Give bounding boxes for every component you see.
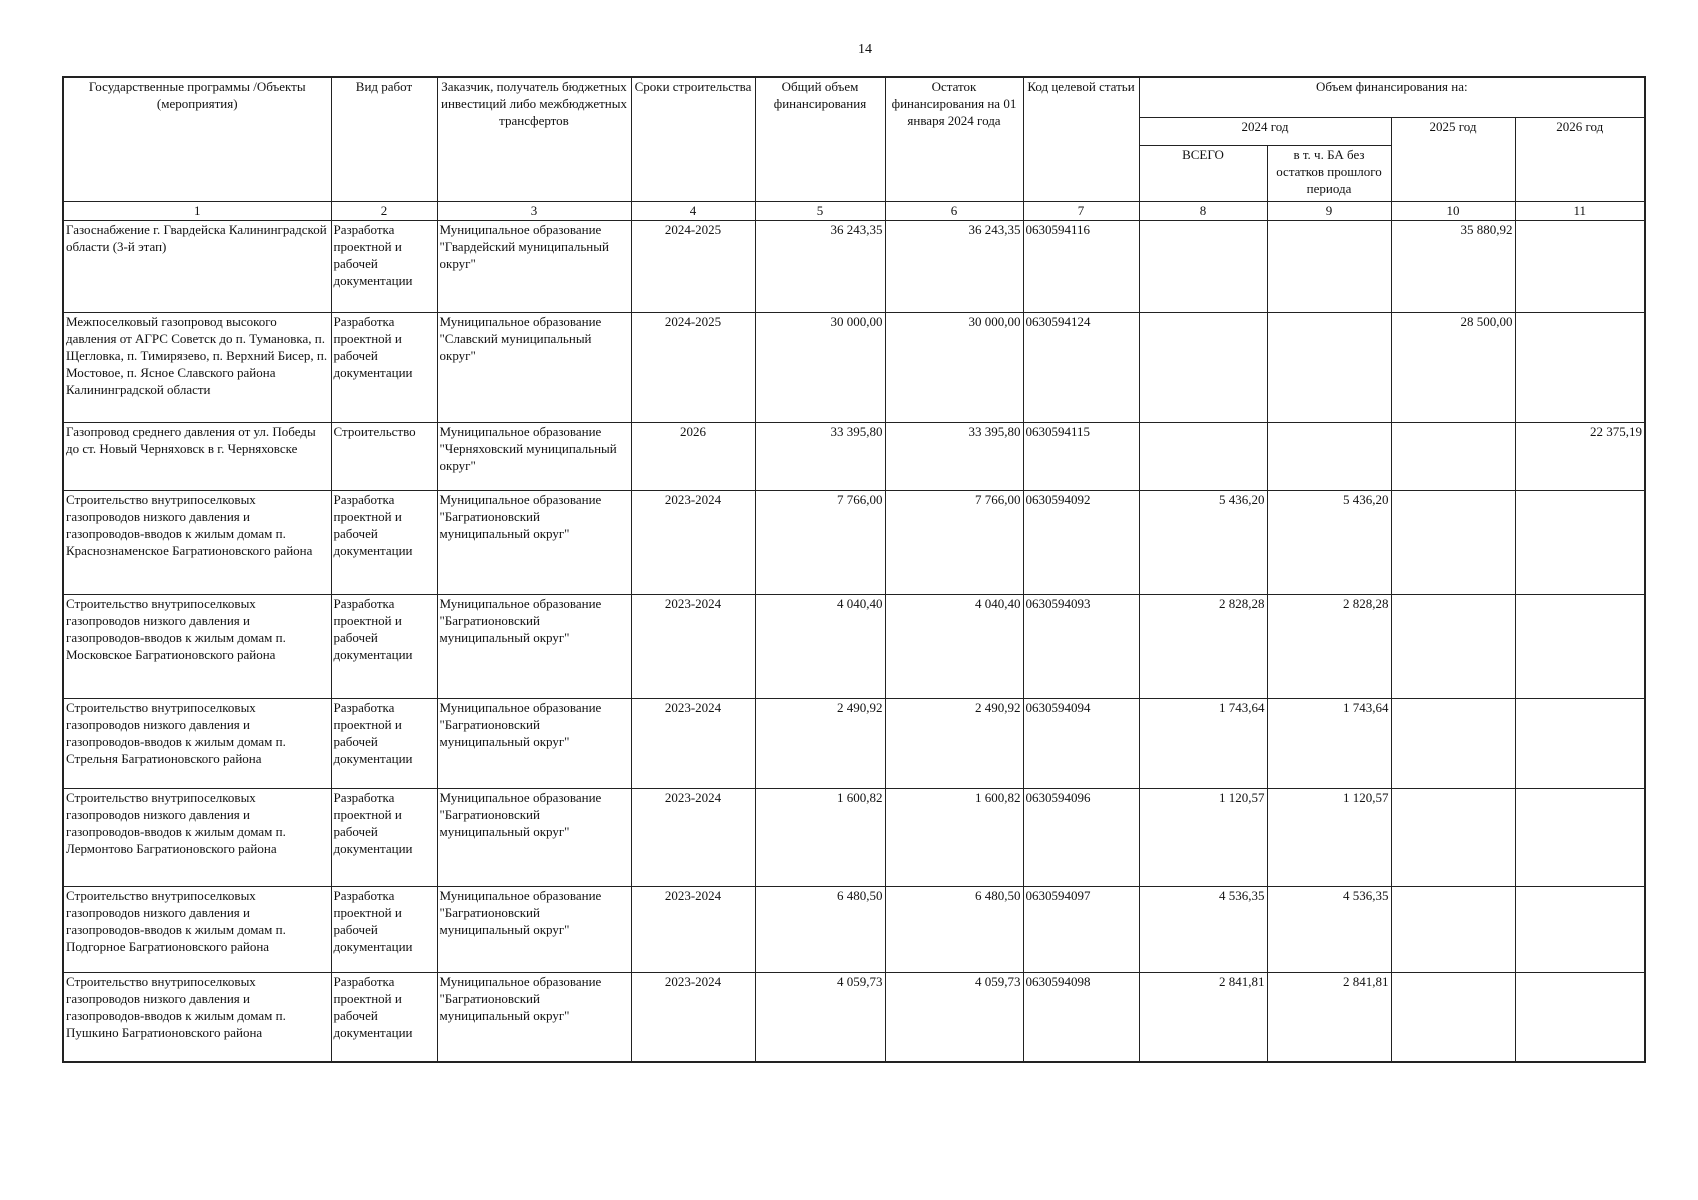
funding-2025: 28 500,00	[1391, 312, 1515, 422]
target-code: 0630594115	[1023, 422, 1139, 490]
object-name: Строительство внутрипоселковых газопроводов низкого давления и газопроводов-вводов к жилым домам п. Подгорное Багратионовского района	[63, 886, 331, 972]
customer: Муниципальное образование "Гвардейский муниципальный округ"	[437, 220, 631, 312]
remaining-financing: 33 395,80	[885, 422, 1023, 490]
funding-2025	[1391, 594, 1515, 698]
funding-2024-total	[1139, 312, 1267, 422]
header-work-type: Вид работ	[331, 77, 437, 201]
funding-2026	[1515, 698, 1645, 788]
column-number: 1	[63, 201, 331, 220]
customer: Муниципальное образование "Багратионовский муниципальный округ"	[437, 972, 631, 1062]
table-header	[63, 77, 1645, 220]
funding-2026	[1515, 490, 1645, 594]
remaining-financing: 1 600,82	[885, 788, 1023, 886]
construction-period: 2023-2024	[631, 972, 755, 1062]
header-code: Код целевой статьи	[1023, 77, 1139, 201]
table-row	[63, 972, 1645, 1062]
header-customer: Заказчик, получатель бюджетных инвестиций либо межбюджетных трансфертов	[437, 77, 631, 201]
target-code: 0630594116	[1023, 220, 1139, 312]
object-name: Строительство внутрипоселковых газопроводов низкого давления и газопроводов-вводов к жилым домам п. Лермонтово Багратионовского района	[63, 788, 331, 886]
column-number: 4	[631, 201, 755, 220]
funding-2026	[1515, 220, 1645, 312]
customer: Муниципальное образование "Багратионовский муниципальный округ"	[437, 490, 631, 594]
total-financing: 7 766,00	[755, 490, 885, 594]
funding-2026	[1515, 788, 1645, 886]
total-financing: 6 480,50	[755, 886, 885, 972]
table-row	[63, 312, 1645, 422]
remaining-financing: 7 766,00	[885, 490, 1023, 594]
remaining-financing: 2 490,92	[885, 698, 1023, 788]
funding-2024-ba: 2 828,28	[1267, 594, 1391, 698]
table-row	[63, 886, 1645, 972]
funding-2024-total: 1 120,57	[1139, 788, 1267, 886]
customer: Муниципальное образование "Багратионовский муниципальный округ"	[437, 698, 631, 788]
work-type: Разработка проектной и рабочей документации	[331, 594, 437, 698]
header-2026: 2026 год	[1515, 117, 1645, 201]
funding-2024-total: 1 743,64	[1139, 698, 1267, 788]
work-type: Разработка проектной и рабочей документации	[331, 972, 437, 1062]
total-financing: 30 000,00	[755, 312, 885, 422]
remaining-financing: 4 059,73	[885, 972, 1023, 1062]
funding-2024-total: 5 436,20	[1139, 490, 1267, 594]
construction-period: 2024-2025	[631, 312, 755, 422]
column-number: 3	[437, 201, 631, 220]
object-name: Газоснабжение г. Гвардейска Калининградской области (3-й этап)	[63, 220, 331, 312]
total-financing: 4 059,73	[755, 972, 885, 1062]
customer: Муниципальное образование "Славский муниципальный округ"	[437, 312, 631, 422]
target-code: 0630594098	[1023, 972, 1139, 1062]
funding-2024-ba	[1267, 220, 1391, 312]
object-name: Строительство внутрипоселковых газопроводов низкого давления и газопроводов-вводов к жилым домам п. Краснознаменское Багратионовского района	[63, 490, 331, 594]
work-type: Строительство	[331, 422, 437, 490]
table-row	[63, 594, 1645, 698]
column-number: 8	[1139, 201, 1267, 220]
construction-period: 2024-2025	[631, 220, 755, 312]
funding-2024-ba: 5 436,20	[1267, 490, 1391, 594]
header-2025: 2025 год	[1391, 117, 1515, 201]
construction-period: 2023-2024	[631, 788, 755, 886]
target-code: 0630594096	[1023, 788, 1139, 886]
funding-2026	[1515, 972, 1645, 1062]
column-numbers-row	[63, 201, 1645, 220]
funding-2026	[1515, 594, 1645, 698]
header-2024-ba: в т. ч. БА без остатков прошлого периода	[1267, 145, 1391, 201]
table-row	[63, 788, 1645, 886]
funding-2024-ba: 1 743,64	[1267, 698, 1391, 788]
customer: Муниципальное образование "Багратионовский муниципальный округ"	[437, 788, 631, 886]
customer: Муниципальное образование "Багратионовский муниципальный округ"	[437, 886, 631, 972]
target-code: 0630594124	[1023, 312, 1139, 422]
funding-2025: 35 880,92	[1391, 220, 1515, 312]
table-row	[63, 698, 1645, 788]
column-number: 7	[1023, 201, 1139, 220]
object-name: Строительство внутрипоселковых газопроводов низкого давления и газопроводов-вводов к жилым домам п. Пушкино Багратионовского района	[63, 972, 331, 1062]
funding-2024-ba	[1267, 312, 1391, 422]
header-remaining: Остаток финансирования на 01 января 2024 года	[885, 77, 1023, 201]
object-name: Газопровод среднего давления от ул. Победы до ст. Новый Черняховск в г. Черняховске	[63, 422, 331, 490]
construction-period: 2026	[631, 422, 755, 490]
funding-2024-total: 2 841,81	[1139, 972, 1267, 1062]
funding-2026: 22 375,19	[1515, 422, 1645, 490]
funding-2025	[1391, 698, 1515, 788]
target-code: 0630594094	[1023, 698, 1139, 788]
work-type: Разработка проектной и рабочей документации	[331, 312, 437, 422]
customer: Муниципальное образование "Багратионовский муниципальный округ"	[437, 594, 631, 698]
remaining-financing: 6 480,50	[885, 886, 1023, 972]
funding-2024-ba	[1267, 422, 1391, 490]
funding-2025	[1391, 886, 1515, 972]
column-number: 5	[755, 201, 885, 220]
column-number: 2	[331, 201, 437, 220]
header-2024: 2024 год	[1139, 117, 1391, 145]
remaining-financing: 30 000,00	[885, 312, 1023, 422]
remaining-financing: 36 243,35	[885, 220, 1023, 312]
construction-period: 2023-2024	[631, 490, 755, 594]
table-row	[63, 422, 1645, 490]
funding-2026	[1515, 886, 1645, 972]
column-number: 9	[1267, 201, 1391, 220]
object-name: Межпоселковый газопровод высокого давления от АГРС Советск до п. Тумановка, п. Щегловка, п. Тимирязево, п. Верхний Бисер, п. Мостовое, п. Ясное Славского района Калининградской области	[63, 312, 331, 422]
construction-period: 2023-2024	[631, 698, 755, 788]
work-type: Разработка проектной и рабочей документации	[331, 886, 437, 972]
page-number: 14	[858, 42, 872, 57]
target-code: 0630594092	[1023, 490, 1139, 594]
header-period: Сроки строительства	[631, 77, 755, 201]
header-2024-total: ВСЕГО	[1139, 145, 1267, 201]
construction-period: 2023-2024	[631, 886, 755, 972]
column-number: 10	[1391, 201, 1515, 220]
column-number: 11	[1515, 201, 1645, 220]
funding-2025	[1391, 422, 1515, 490]
funding-2024-total	[1139, 220, 1267, 312]
funding-2025	[1391, 490, 1515, 594]
total-financing: 1 600,82	[755, 788, 885, 886]
customer: Муниципальное образование "Черняховский муниципальный округ"	[437, 422, 631, 490]
funding-2024-ba: 4 536,35	[1267, 886, 1391, 972]
funding-2024-total	[1139, 422, 1267, 490]
total-financing: 4 040,40	[755, 594, 885, 698]
total-financing: 33 395,80	[755, 422, 885, 490]
remaining-financing: 4 040,40	[885, 594, 1023, 698]
work-type: Разработка проектной и рабочей документации	[331, 490, 437, 594]
target-code: 0630594097	[1023, 886, 1139, 972]
object-name: Строительство внутрипоселковых газопроводов низкого давления и газопроводов-вводов к жилым домам п. Стрельня Багратионовского района	[63, 698, 331, 788]
table-row	[63, 490, 1645, 594]
funding-2024-total: 4 536,35	[1139, 886, 1267, 972]
work-type: Разработка проектной и рабочей документации	[331, 698, 437, 788]
construction-period: 2023-2024	[631, 594, 755, 698]
table-row	[63, 220, 1645, 312]
funding-2024-ba: 1 120,57	[1267, 788, 1391, 886]
object-name: Строительство внутрипоселковых газопроводов низкого давления и газопроводов-вводов к жилым домам п. Московское Багратионовского района	[63, 594, 331, 698]
funding-2025	[1391, 788, 1515, 886]
column-number: 6	[885, 201, 1023, 220]
work-type: Разработка проектной и рабочей документации	[331, 788, 437, 886]
total-financing: 2 490,92	[755, 698, 885, 788]
table-body	[63, 220, 1645, 1062]
header-funding-volume: Объем финансирования на:	[1139, 77, 1645, 117]
header-programs: Государственные программы /Объекты (мероприятия)	[63, 77, 331, 201]
work-type: Разработка проектной и рабочей документации	[331, 220, 437, 312]
funding-2026	[1515, 312, 1645, 422]
header-total-financing: Общий объем финансирования	[755, 77, 885, 201]
funding-2024-total: 2 828,28	[1139, 594, 1267, 698]
financing-table	[62, 76, 1646, 1063]
funding-2024-ba: 2 841,81	[1267, 972, 1391, 1062]
funding-2025	[1391, 972, 1515, 1062]
total-financing: 36 243,35	[755, 220, 885, 312]
target-code: 0630594093	[1023, 594, 1139, 698]
